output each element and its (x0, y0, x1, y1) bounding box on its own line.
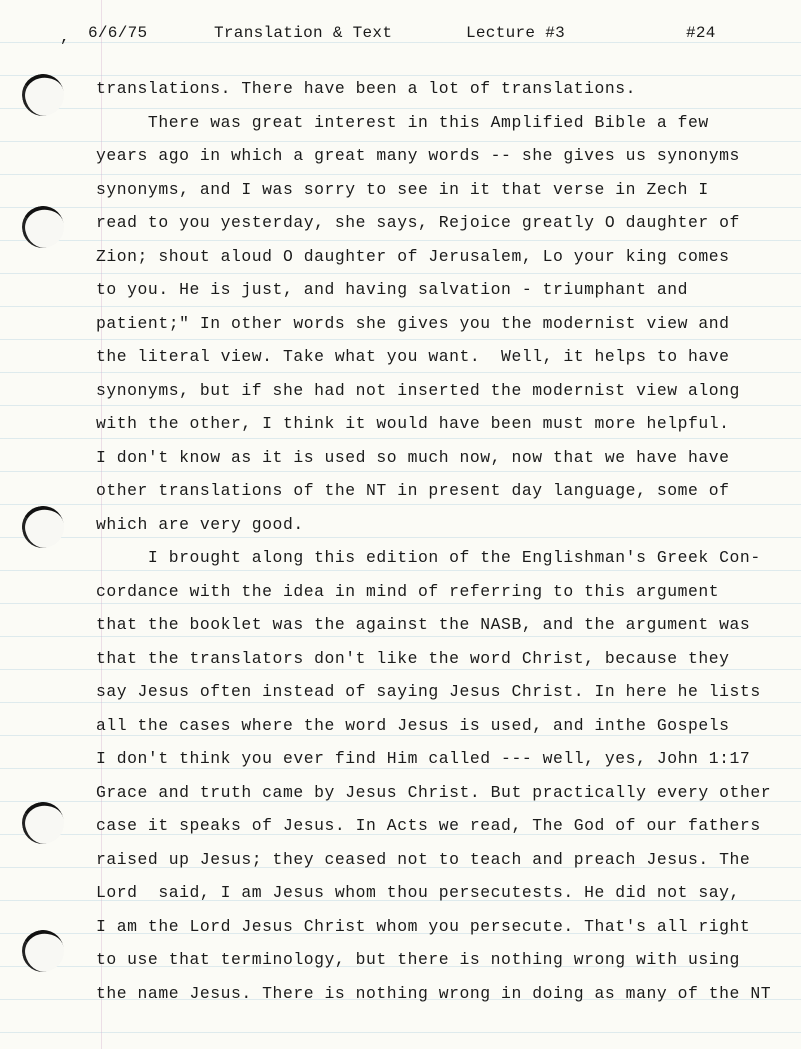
header-date: 6/6/75 (88, 24, 148, 42)
text-line: I brought along this edition of the Englishman's Greek Con- (96, 548, 761, 567)
punch-hole-5 (18, 926, 68, 976)
page-header (0, 24, 801, 48)
punch-hole-4 (18, 798, 68, 848)
text-line: the literal view. Take what you want. Well, it helps to have (96, 347, 730, 366)
header-page-number: #24 (686, 24, 716, 42)
text-line: all the cases where the word Jesus is used, and inthe Gospels (96, 715, 730, 735)
text-line: read to you yesterday, she says, Rejoice greatly O daughter of (96, 213, 740, 232)
text-line: that the translators don't like the word Christ, because they (96, 648, 730, 668)
text-line: other translations of the NT in present day language, some of (96, 481, 730, 500)
text-line: I don't think you ever find Him called --- well, yes, John 1:17 (96, 749, 751, 768)
text-line: Grace and truth came by Jesus Christ. But practically every other (96, 782, 772, 802)
text-line: synonyms, and I was sorry to see in it that verse in Zech I (96, 179, 709, 199)
text-line: to use that terminology, but there is nothing wrong with using (96, 950, 740, 969)
text-line: I am the Lord Jesus Christ whom you persecute. That's all right (96, 916, 751, 936)
text-line: that the booklet was the against the NASB, and the argument was (96, 615, 751, 634)
text-line: synonyms, but if she had not inserted the modernist view along (96, 380, 740, 400)
text-line: There was great interest in this Amplified Bible a few (96, 112, 709, 132)
punch-hole-1 (18, 70, 68, 120)
header-lecture: Lecture #3 (466, 24, 566, 42)
text-line: I don't know as it is used so much now, now that we have have (96, 447, 730, 467)
text-line: the name Jesus. There is nothing wrong in doing as many of the NT (96, 983, 772, 1003)
text-line: patient;" In other words she gives you the modernist view and (96, 313, 730, 333)
punch-hole-2 (18, 202, 68, 252)
text-line: translations. There have been a lot of translations. (96, 79, 637, 98)
header-course: Translation & Text (214, 24, 393, 42)
text-line: to you. He is just, and having salvation - triumphant and (96, 280, 689, 299)
text-line: case it speaks of Jesus. In Acts we read, The God of our fathers (96, 816, 761, 835)
text-line: with the other, I think it would have been must more helpful. (96, 414, 730, 433)
text-line: say Jesus often instead of saying Jesus Christ. In here he lists (96, 682, 761, 701)
text-line: cordance with the idea in mind of referring to this argument (96, 581, 720, 601)
text-line: Zion; shout aloud O daughter of Jerusalem, Lo your king comes (96, 246, 730, 266)
text-line: Lord said, I am Jesus whom thou persecutests. He did not say, (96, 883, 740, 902)
punch-hole-3 (18, 502, 68, 552)
text-line: years ago in which a great many words -- she gives us synonyms (96, 146, 740, 165)
text-line: raised up Jesus; they ceased not to teach and preach Jesus. The (96, 849, 751, 869)
lecture-text (96, 72, 776, 1010)
stray-mark: , (60, 28, 70, 46)
text-line: which are very good. (96, 514, 304, 534)
